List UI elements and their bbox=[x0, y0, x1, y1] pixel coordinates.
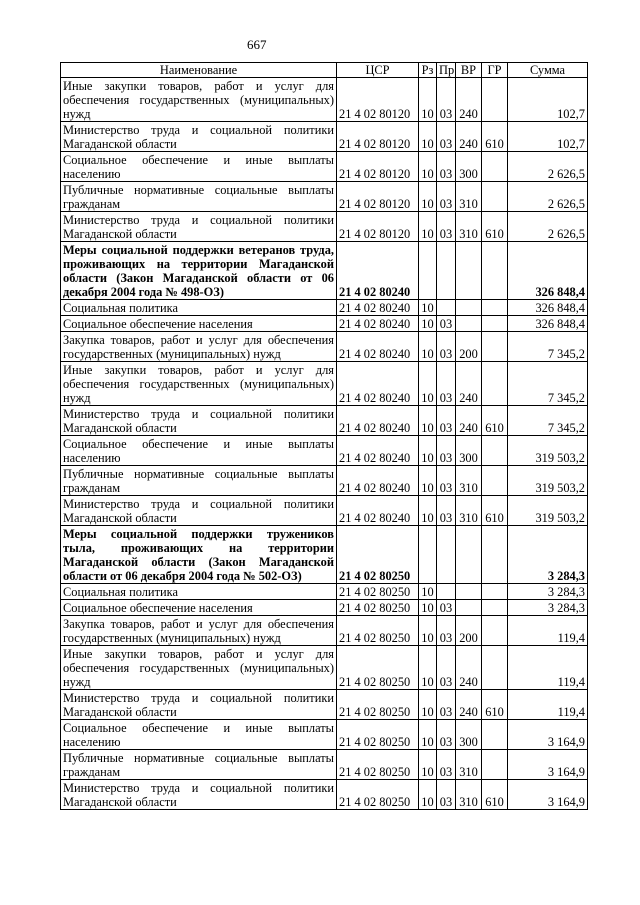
row-name: Министерство труда и социальной политики Магаданской области bbox=[61, 406, 337, 436]
row-gr bbox=[482, 362, 508, 406]
row-gr bbox=[482, 646, 508, 690]
row-gr bbox=[482, 332, 508, 362]
row-sum: 3 284,3 bbox=[508, 526, 588, 584]
row-name: Иные закупки товаров, работ и услуг для обеспечения государственных (муниципальных) нужд bbox=[61, 362, 337, 406]
row-vr: 310 bbox=[456, 496, 482, 526]
row-pr: 03 bbox=[437, 780, 456, 810]
table-row bbox=[61, 600, 588, 616]
row-gr: 610 bbox=[482, 212, 508, 242]
row-name: Социальная политика bbox=[61, 584, 337, 600]
row-name: Закупка товаров, работ и услуг для обеспечения государственных (муниципальных) нужд bbox=[61, 616, 337, 646]
row-rz: 10 bbox=[419, 316, 437, 332]
row-sum: 326 848,4 bbox=[508, 242, 588, 300]
row-name: Иные закупки товаров, работ и услуг для обеспечения государственных (муниципальных) нужд bbox=[61, 646, 337, 690]
row-gr: 610 bbox=[482, 122, 508, 152]
row-sum: 3 164,9 bbox=[508, 720, 588, 750]
row-name: Социальное обеспечение и иные выплаты населению bbox=[61, 152, 337, 182]
row-vr bbox=[456, 600, 482, 616]
row-sum: 119,4 bbox=[508, 616, 588, 646]
row-gr bbox=[482, 616, 508, 646]
row-gr bbox=[482, 300, 508, 316]
table-header-row bbox=[61, 63, 588, 78]
row-pr bbox=[437, 526, 456, 584]
row-csr: 21 4 02 80240 bbox=[337, 496, 419, 526]
row-gr bbox=[482, 78, 508, 122]
row-name: Социальное обеспечение и иные выплаты населению bbox=[61, 436, 337, 466]
row-rz: 10 bbox=[419, 362, 437, 406]
row-vr: 310 bbox=[456, 780, 482, 810]
row-vr: 310 bbox=[456, 182, 482, 212]
row-gr bbox=[482, 600, 508, 616]
row-sum: 3 284,3 bbox=[508, 584, 588, 600]
row-rz: 10 bbox=[419, 300, 437, 316]
row-gr bbox=[482, 316, 508, 332]
table-row bbox=[61, 466, 588, 496]
row-sum: 7 345,2 bbox=[508, 406, 588, 436]
row-csr: 21 4 02 80250 bbox=[337, 616, 419, 646]
budget-table bbox=[60, 62, 588, 810]
row-vr: 310 bbox=[456, 212, 482, 242]
row-sum: 2 626,5 bbox=[508, 212, 588, 242]
row-vr: 240 bbox=[456, 646, 482, 690]
row-pr: 03 bbox=[437, 750, 456, 780]
row-csr: 21 4 02 80250 bbox=[337, 720, 419, 750]
row-rz: 10 bbox=[419, 750, 437, 780]
row-pr: 03 bbox=[437, 362, 456, 406]
row-rz: 10 bbox=[419, 646, 437, 690]
row-name: Меры социальной поддержки тружеников тыла, проживающих на территории Магаданской области (Закон Магаданской области от 06 декабря 2004 года № 502-ОЗ) bbox=[61, 526, 337, 584]
table-row bbox=[61, 720, 588, 750]
row-vr: 310 bbox=[456, 750, 482, 780]
row-csr: 21 4 02 80250 bbox=[337, 526, 419, 584]
row-pr bbox=[437, 584, 456, 600]
row-sum: 319 503,2 bbox=[508, 436, 588, 466]
header-name: Наименование bbox=[61, 63, 337, 78]
row-gr bbox=[482, 750, 508, 780]
row-csr: 21 4 02 80120 bbox=[337, 122, 419, 152]
table-row bbox=[61, 182, 588, 212]
table-row bbox=[61, 362, 588, 406]
row-pr: 03 bbox=[437, 720, 456, 750]
row-pr: 03 bbox=[437, 212, 456, 242]
page-number: 667 bbox=[247, 37, 267, 52]
header-sum: Сумма bbox=[508, 63, 588, 78]
row-gr bbox=[482, 242, 508, 300]
row-pr: 03 bbox=[437, 78, 456, 122]
row-rz: 10 bbox=[419, 182, 437, 212]
row-sum: 3 164,9 bbox=[508, 750, 588, 780]
row-rz: 10 bbox=[419, 332, 437, 362]
row-csr: 21 4 02 80250 bbox=[337, 646, 419, 690]
row-pr: 03 bbox=[437, 600, 456, 616]
table-row bbox=[61, 780, 588, 810]
row-vr: 240 bbox=[456, 406, 482, 436]
header-csr: ЦСР bbox=[337, 63, 419, 78]
row-sum: 3 284,3 bbox=[508, 600, 588, 616]
header-vr: ВР bbox=[456, 63, 482, 78]
row-pr: 03 bbox=[437, 182, 456, 212]
row-sum: 326 848,4 bbox=[508, 316, 588, 332]
table-row bbox=[61, 316, 588, 332]
row-pr: 03 bbox=[437, 436, 456, 466]
row-sum: 2 626,5 bbox=[508, 182, 588, 212]
row-pr: 03 bbox=[437, 122, 456, 152]
row-name: Закупка товаров, работ и услуг для обеспечения государственных (муниципальных) нужд bbox=[61, 332, 337, 362]
row-vr: 310 bbox=[456, 466, 482, 496]
row-rz: 10 bbox=[419, 466, 437, 496]
row-vr bbox=[456, 242, 482, 300]
row-sum: 7 345,2 bbox=[508, 332, 588, 362]
row-csr: 21 4 02 80240 bbox=[337, 300, 419, 316]
table-row bbox=[61, 616, 588, 646]
table-row bbox=[61, 212, 588, 242]
row-name: Социальное обеспечение населения bbox=[61, 600, 337, 616]
row-sum: 102,7 bbox=[508, 122, 588, 152]
row-name: Иные закупки товаров, работ и услуг для обеспечения государственных (муниципальных) нужд bbox=[61, 78, 337, 122]
row-vr: 200 bbox=[456, 332, 482, 362]
row-sum: 319 503,2 bbox=[508, 466, 588, 496]
row-name: Социальная политика bbox=[61, 300, 337, 316]
row-vr: 300 bbox=[456, 720, 482, 750]
row-rz: 10 bbox=[419, 122, 437, 152]
row-pr: 03 bbox=[437, 332, 456, 362]
table-row bbox=[61, 646, 588, 690]
row-pr: 03 bbox=[437, 690, 456, 720]
row-name: Министерство труда и социальной политики Магаданской области bbox=[61, 780, 337, 810]
header-rz: Рз bbox=[419, 63, 437, 78]
row-rz bbox=[419, 526, 437, 584]
row-gr bbox=[482, 720, 508, 750]
row-vr: 300 bbox=[456, 152, 482, 182]
row-csr: 21 4 02 80250 bbox=[337, 690, 419, 720]
table-row bbox=[61, 300, 588, 316]
row-pr: 03 bbox=[437, 496, 456, 526]
row-vr bbox=[456, 316, 482, 332]
row-csr: 21 4 02 80250 bbox=[337, 750, 419, 780]
row-pr: 03 bbox=[437, 316, 456, 332]
row-vr bbox=[456, 300, 482, 316]
row-csr: 21 4 02 80120 bbox=[337, 152, 419, 182]
row-gr bbox=[482, 584, 508, 600]
table-row bbox=[61, 584, 588, 600]
row-vr: 240 bbox=[456, 362, 482, 406]
row-csr: 21 4 02 80250 bbox=[337, 780, 419, 810]
row-gr: 610 bbox=[482, 496, 508, 526]
row-pr bbox=[437, 300, 456, 316]
row-sum: 2 626,5 bbox=[508, 152, 588, 182]
row-csr: 21 4 02 80250 bbox=[337, 600, 419, 616]
row-name: Министерство труда и социальной политики Магаданской области bbox=[61, 212, 337, 242]
table-row bbox=[61, 78, 588, 122]
row-pr: 03 bbox=[437, 466, 456, 496]
table-row bbox=[61, 122, 588, 152]
row-pr: 03 bbox=[437, 152, 456, 182]
row-rz: 10 bbox=[419, 616, 437, 646]
row-gr: 610 bbox=[482, 406, 508, 436]
row-pr: 03 bbox=[437, 406, 456, 436]
row-csr: 21 4 02 80240 bbox=[337, 362, 419, 406]
row-gr bbox=[482, 182, 508, 212]
row-sum: 119,4 bbox=[508, 690, 588, 720]
row-gr bbox=[482, 436, 508, 466]
row-sum: 102,7 bbox=[508, 78, 588, 122]
row-pr: 03 bbox=[437, 646, 456, 690]
row-vr: 300 bbox=[456, 436, 482, 466]
row-pr bbox=[437, 242, 456, 300]
row-name: Публичные нормативные социальные выплаты гражданам bbox=[61, 182, 337, 212]
row-name: Меры социальной поддержки ветеранов труда, проживающих на территории Магаданской области (Закон Магаданской области от 06 декабря 2004 года № 498-ОЗ) bbox=[61, 242, 337, 300]
row-rz: 10 bbox=[419, 690, 437, 720]
header-gr: ГР bbox=[482, 63, 508, 78]
row-rz: 10 bbox=[419, 436, 437, 466]
row-rz bbox=[419, 242, 437, 300]
row-rz: 10 bbox=[419, 584, 437, 600]
row-csr: 21 4 02 80120 bbox=[337, 212, 419, 242]
row-vr: 240 bbox=[456, 78, 482, 122]
row-csr: 21 4 02 80120 bbox=[337, 78, 419, 122]
row-csr: 21 4 02 80120 bbox=[337, 182, 419, 212]
row-sum: 3 164,9 bbox=[508, 780, 588, 810]
header-pr: Пр bbox=[437, 63, 456, 78]
row-sum: 7 345,2 bbox=[508, 362, 588, 406]
row-rz: 10 bbox=[419, 212, 437, 242]
row-gr bbox=[482, 526, 508, 584]
table-row bbox=[61, 496, 588, 526]
row-vr: 240 bbox=[456, 690, 482, 720]
row-sum: 319 503,2 bbox=[508, 496, 588, 526]
table-row bbox=[61, 152, 588, 182]
row-name: Социальное обеспечение населения bbox=[61, 316, 337, 332]
row-csr: 21 4 02 80240 bbox=[337, 332, 419, 362]
table-row bbox=[61, 242, 588, 300]
row-rz: 10 bbox=[419, 496, 437, 526]
row-name: Социальное обеспечение и иные выплаты населению bbox=[61, 720, 337, 750]
row-rz: 10 bbox=[419, 780, 437, 810]
row-name: Министерство труда и социальной политики Магаданской области bbox=[61, 690, 337, 720]
row-name: Публичные нормативные социальные выплаты гражданам bbox=[61, 466, 337, 496]
row-sum: 326 848,4 bbox=[508, 300, 588, 316]
row-gr: 610 bbox=[482, 690, 508, 720]
row-rz: 10 bbox=[419, 152, 437, 182]
table-row bbox=[61, 690, 588, 720]
table-row bbox=[61, 406, 588, 436]
row-csr: 21 4 02 80240 bbox=[337, 466, 419, 496]
row-gr bbox=[482, 152, 508, 182]
table-row bbox=[61, 526, 588, 584]
table-row bbox=[61, 332, 588, 362]
row-vr bbox=[456, 526, 482, 584]
row-rz: 10 bbox=[419, 720, 437, 750]
row-csr: 21 4 02 80240 bbox=[337, 406, 419, 436]
row-gr bbox=[482, 466, 508, 496]
row-name: Министерство труда и социальной политики Магаданской области bbox=[61, 496, 337, 526]
row-sum: 119,4 bbox=[508, 646, 588, 690]
table-row bbox=[61, 436, 588, 466]
row-rz: 10 bbox=[419, 600, 437, 616]
row-csr: 21 4 02 80240 bbox=[337, 436, 419, 466]
row-vr bbox=[456, 584, 482, 600]
row-csr: 21 4 02 80250 bbox=[337, 584, 419, 600]
row-pr: 03 bbox=[437, 616, 456, 646]
row-rz: 10 bbox=[419, 78, 437, 122]
row-gr: 610 bbox=[482, 780, 508, 810]
row-name: Министерство труда и социальной политики Магаданской области bbox=[61, 122, 337, 152]
row-vr: 200 bbox=[456, 616, 482, 646]
row-rz: 10 bbox=[419, 406, 437, 436]
row-csr: 21 4 02 80240 bbox=[337, 242, 419, 300]
table-row bbox=[61, 750, 588, 780]
row-csr: 21 4 02 80240 bbox=[337, 316, 419, 332]
row-name: Публичные нормативные социальные выплаты гражданам bbox=[61, 750, 337, 780]
row-vr: 240 bbox=[456, 122, 482, 152]
